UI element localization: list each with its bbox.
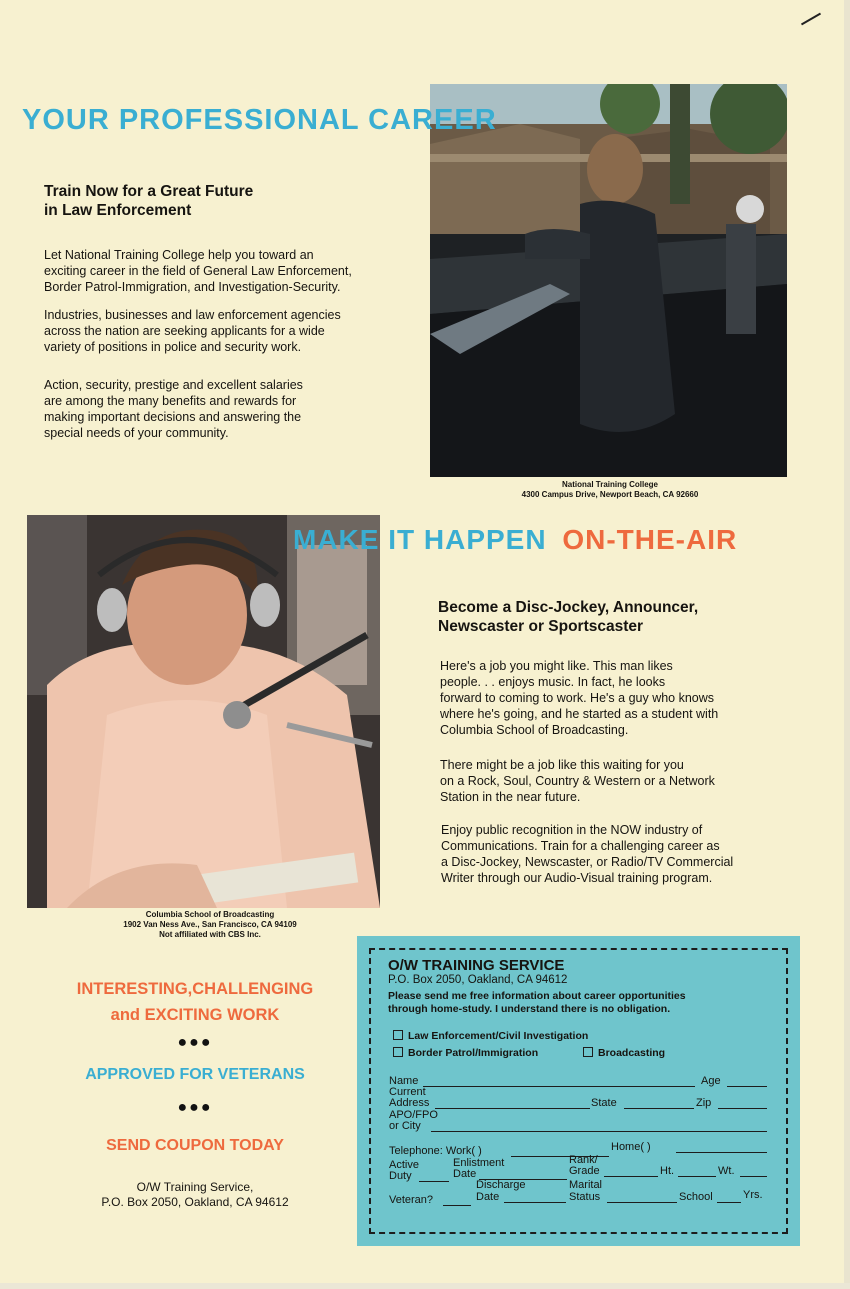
field-weight[interactable] xyxy=(740,1176,767,1177)
field-veteran[interactable] xyxy=(443,1205,471,1206)
headline-on-air-red: ON-THE-AIR xyxy=(562,524,738,555)
headline-on-the-air xyxy=(293,524,737,556)
headline-professional-career: YOUR PROFESSIONAL CAREER xyxy=(22,104,497,136)
label-years: Yrs. xyxy=(743,1189,763,1201)
text-line: Action, security, prestige and excellent salaries xyxy=(44,378,303,392)
headline-make-it-happen: MAKE IT HAPPEN xyxy=(293,524,547,555)
coupon-request-line-2: through home-study. I understand there is no obligation. xyxy=(388,1003,671,1015)
label-discharge-date: Date xyxy=(476,1191,500,1203)
field-name[interactable] xyxy=(423,1086,695,1087)
promo-approved-veterans: APPROVED FOR VETERANS xyxy=(85,1066,305,1083)
broadcast-subhead xyxy=(438,598,698,636)
career-paragraph-1 xyxy=(44,247,352,295)
caption-college-name: National Training College xyxy=(561,480,658,489)
field-marital-status[interactable] xyxy=(607,1202,677,1203)
text-line: Let National Training College help you toward an xyxy=(44,248,314,262)
radio-studio-illustration xyxy=(27,515,380,908)
page-edge xyxy=(844,0,850,1289)
text-line: Industries, businesses and law enforcement agencies xyxy=(44,308,341,322)
broadcast-subhead-line-2: Newscaster or Sportscaster xyxy=(438,618,644,635)
career-subhead-line-2: in Law Enforcement xyxy=(44,202,192,219)
text-line: Columbia School of Broadcasting. xyxy=(440,723,629,737)
field-zip[interactable] xyxy=(718,1108,767,1109)
label-address: Address xyxy=(389,1097,430,1109)
label-zip: Zip xyxy=(696,1097,712,1109)
label-telephone-work: Telephone: Work( ) xyxy=(389,1145,482,1157)
checkbox-broadcasting[interactable] xyxy=(583,1047,665,1059)
broadcast-paragraph-3 xyxy=(441,822,733,886)
text-line: variety of positions in police and security work. xyxy=(44,340,302,354)
police-photo-caption xyxy=(470,480,750,500)
text-line: Enjoy public recognition in the NOW industry of xyxy=(441,823,703,837)
field-address[interactable] xyxy=(435,1108,590,1109)
label-duty: Duty xyxy=(389,1170,412,1182)
coupon-request-text xyxy=(388,990,686,1016)
text-line: special needs of your community. xyxy=(44,426,229,440)
label-or-city: or City xyxy=(389,1120,421,1132)
label-height: Ht. xyxy=(660,1165,675,1177)
text-line: people. . . enjoys music. In fact, he looks xyxy=(440,675,666,689)
promo-address xyxy=(40,1180,350,1210)
label-enlistment: Enlistment xyxy=(453,1157,505,1169)
label-active: Active xyxy=(389,1159,419,1171)
label-rank: Rank/ xyxy=(569,1154,598,1166)
caption-cbs-disclaimer: Not affiliated with CBS Inc. xyxy=(159,930,261,939)
text-line: Here's a job you might like. This man likes xyxy=(440,659,673,673)
label-name: Name xyxy=(389,1075,419,1087)
text-line: making important decisions and answering the xyxy=(44,410,302,424)
field-discharge-date[interactable] xyxy=(504,1202,566,1203)
label-home-phone: Home( ) xyxy=(611,1141,651,1153)
text-line: a Disc-Jockey, Newscaster, or Radio/TV Commercial xyxy=(441,855,734,869)
label-age: Age xyxy=(701,1075,721,1087)
coupon-dashed-border xyxy=(369,948,788,1234)
career-paragraph-3 xyxy=(44,377,303,441)
disc-jockey-photo xyxy=(27,515,380,908)
radio-photo-caption xyxy=(80,910,340,940)
police-scene-illustration xyxy=(430,84,787,477)
promo-address-line-2: P.O. Box 2050, Oakland, CA 94612 xyxy=(101,1195,289,1209)
coupon-address: P.O. Box 2050, Oakland, CA 94612 xyxy=(388,974,568,986)
promo-send-coupon: SEND COUPON TODAY xyxy=(106,1137,284,1154)
text-line: are among the many benefits and rewards for xyxy=(44,394,297,408)
label-state: State xyxy=(591,1097,617,1109)
coupon-request-line-1: Please send me free information about career opportunities xyxy=(388,990,686,1002)
label-apo-fpo: APO/FPO xyxy=(389,1109,438,1121)
order-coupon[interactable] xyxy=(357,936,800,1246)
checkbox-square[interactable] xyxy=(393,1030,403,1040)
career-subhead xyxy=(44,182,253,220)
caption-college-address: 4300 Campus Drive, Newport Beach, CA 92660 xyxy=(521,490,699,499)
career-paragraph-2 xyxy=(44,307,341,355)
caption-school-name: Columbia School of Broadcasting xyxy=(145,910,275,919)
text-line: There might be a job like this waiting for you xyxy=(440,758,684,772)
field-active-duty[interactable] xyxy=(419,1181,449,1182)
page-bottom-edge xyxy=(0,1283,850,1289)
field-city[interactable] xyxy=(431,1131,767,1132)
text-line: Border Patrol-Immigration, and Investigation-Security. xyxy=(44,280,341,294)
text-line: forward to coming to work. He's a guy who knows xyxy=(440,691,715,705)
checkbox-square[interactable] xyxy=(393,1047,403,1057)
field-school-years[interactable] xyxy=(717,1202,741,1203)
text-line: Station in the near future. xyxy=(440,790,581,804)
checkbox-law-enforcement[interactable] xyxy=(393,1030,588,1042)
field-home-phone[interactable] xyxy=(676,1152,767,1153)
label-veteran: Veteran? xyxy=(389,1194,434,1206)
promo-line-2: and EXCITING WORK xyxy=(110,1006,280,1024)
field-age[interactable] xyxy=(727,1086,767,1087)
promo-dots-1: ●●● xyxy=(177,1034,213,1051)
promo-interesting-work xyxy=(40,976,350,1028)
option-broadcasting-label: Broadcasting xyxy=(598,1047,666,1059)
label-marital-status: Status xyxy=(569,1191,601,1203)
label-current: Current xyxy=(389,1086,426,1098)
coupon-title: O/W TRAINING SERVICE xyxy=(388,957,565,974)
text-line: exciting career in the field of General Law Enforcement, xyxy=(44,264,352,278)
promo-dots-2: ●●● xyxy=(177,1099,213,1116)
option-law-enforcement-label: Law Enforcement/Civil Investigation xyxy=(408,1030,589,1042)
broadcast-subhead-line-1: Become a Disc-Jockey, Announcer, xyxy=(438,599,699,616)
checkbox-square[interactable] xyxy=(583,1047,593,1057)
option-border-patrol-label: Border Patrol/Immigration xyxy=(408,1047,539,1059)
police-officer-photo xyxy=(430,84,787,477)
text-line: on a Rock, Soul, Country & Western or a Network xyxy=(440,774,715,788)
checkbox-border-patrol[interactable] xyxy=(393,1047,538,1059)
text-line: across the nation are seeking applicants for a wide xyxy=(44,324,325,338)
field-height[interactable] xyxy=(678,1176,716,1177)
caption-school-address: 1902 Van Ness Ave., San Francisco, CA 94109 xyxy=(123,920,297,929)
text-line: Communications. Train for a challenging career as xyxy=(441,839,720,853)
broadcast-paragraph-2 xyxy=(440,757,715,805)
label-weight: Wt. xyxy=(718,1165,735,1177)
field-rank-grade[interactable] xyxy=(604,1176,658,1177)
promo-address-line-1: O/W Training Service, xyxy=(136,1180,254,1194)
text-line: where he's going, and he started as a student with xyxy=(440,707,719,721)
label-marital: Marital xyxy=(569,1179,603,1191)
pen-mark xyxy=(801,13,821,26)
promo-line-1: INTERESTING,CHALLENGING xyxy=(76,980,314,998)
career-subhead-line-1: Train Now for a Great Future xyxy=(44,183,254,200)
broadcast-paragraph-1 xyxy=(440,658,718,738)
label-discharge: Discharge xyxy=(476,1179,526,1191)
field-state[interactable] xyxy=(624,1108,694,1109)
text-line: Writer through our Audio-Visual training program. xyxy=(441,871,713,885)
label-grade: Grade xyxy=(569,1165,600,1177)
label-school: School xyxy=(679,1191,713,1203)
label-enlistment-date: Date xyxy=(453,1168,477,1180)
